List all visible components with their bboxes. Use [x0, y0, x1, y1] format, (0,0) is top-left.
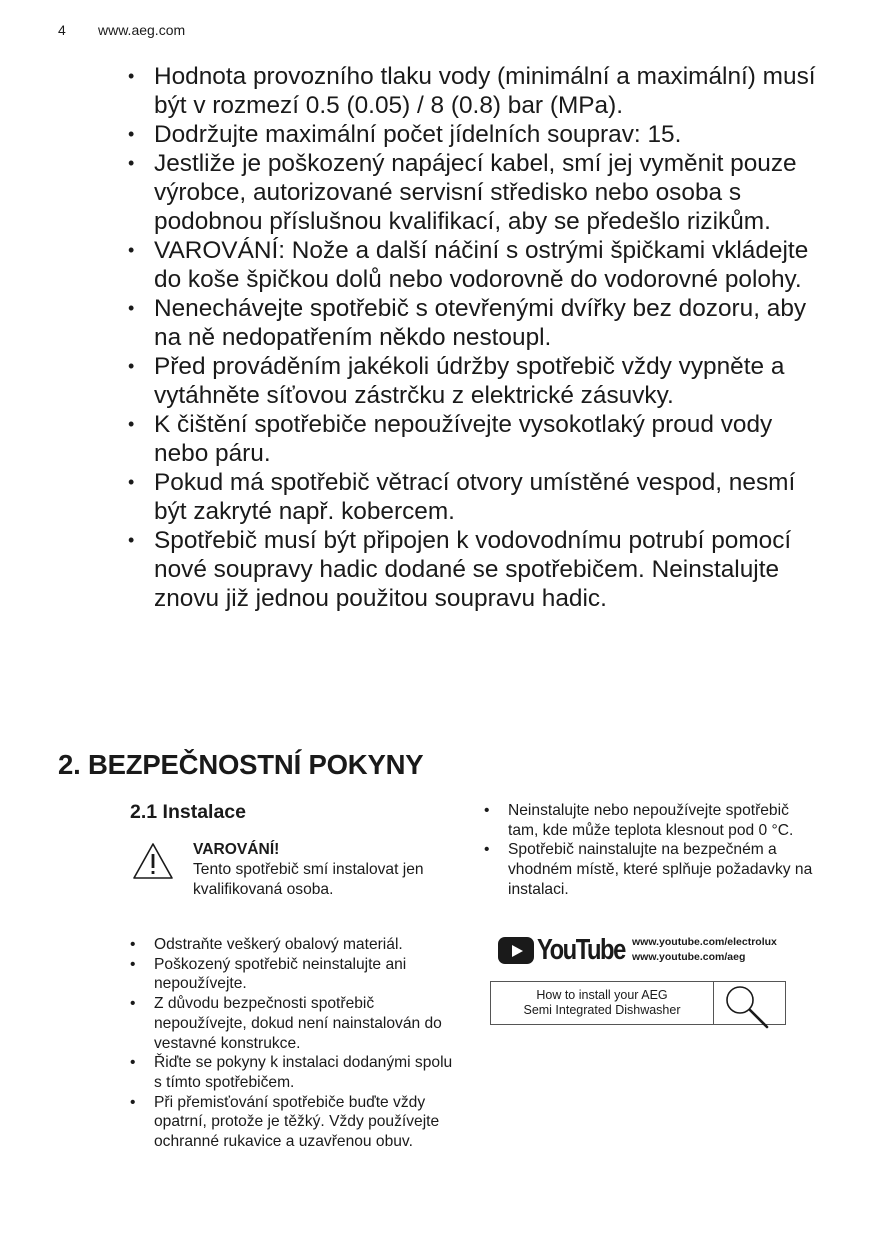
- youtube-link-electrolux[interactable]: www.youtube.com/electrolux: [632, 936, 777, 948]
- warning-title: VAROVÁNÍ!: [193, 841, 280, 858]
- howto-search-box[interactable]: [490, 981, 786, 1025]
- list-item: • Spotřebič nainstalujte na bezpečném a vhodném místě, které splňuje požadavky na instalaci.: [484, 840, 814, 899]
- list-item: • Při přemisťování spotřebiče buďte vždy opatrní, protože je těžký. Vždy používejte ochranné rukavice a uzavřenou obuv.: [130, 1093, 460, 1152]
- magnifier-icon[interactable]: [723, 984, 779, 1036]
- list-item: • Z důvodu bezpečnosti spotřebič nepoužívejte, dokud není nainstalován do vestavné konstrukce.: [130, 994, 460, 1053]
- list-item: • K čištění spotřebiče nepoužívejte vysokotlaký proud vody nebo páru.: [128, 410, 828, 468]
- youtube-logo: [498, 934, 644, 967]
- installation-list-right: [484, 801, 814, 900]
- list-item: • Před prováděním jakékoli údržby spotřebič vždy vypněte a vytáhněte síťovou zástrčku z elektrické zásuvky.: [128, 352, 828, 410]
- list-item: • Dodržujte maximální počet jídelních souprav: 15.: [128, 120, 828, 149]
- page-number: 4: [58, 22, 66, 38]
- list-item: • Poškozený spotřebič neinstalujte ani nepoužívejte.: [130, 955, 460, 994]
- list-item: • Jestliže je poškozený napájecí kabel, smí jej vyměnit pouze výrobce, autorizované servisní středisko nebo osoba s podobnou příslušnou kvalifikací, aby se předešlo rizikům.: [128, 149, 828, 236]
- safety-bullet-list: [128, 62, 828, 613]
- youtube-play-icon: [498, 937, 534, 964]
- list-item: • Hodnota provozního tlaku vody (minimální a maximální) musí být v rozmezí 0.5 (0.05) / 8 (0.8) bar (MPa).: [128, 62, 828, 120]
- youtube-link-aeg[interactable]: www.youtube.com/aeg: [632, 951, 746, 963]
- installation-list-left: [130, 935, 460, 1152]
- howto-label: [491, 988, 713, 1018]
- subsection-heading: 2.1 Instalace: [130, 801, 246, 823]
- youtube-wordmark: YouTube: [537, 934, 625, 966]
- list-item: • VAROVÁNÍ: Nože a další náčiní s ostrými špičkami vkládejte do koše špičkou dolů nebo vodorovně do vodorovné polohy.: [128, 236, 828, 294]
- divider: [713, 982, 714, 1024]
- list-item: • Řiďte se pokyny k instalaci dodanými spolu s tímto spotřebičem.: [130, 1053, 460, 1092]
- warning-box: [130, 840, 470, 900]
- list-item: • Pokud má spotřebič větrací otvory umístěné vespod, nesmí být zakryté např. kobercem.: [128, 468, 828, 526]
- warning-text: Tento spotřebič smí instalovat jen kvalifikovaná osoba.: [193, 861, 424, 898]
- warning-triangle-icon: [132, 842, 174, 880]
- howto-line-2: Semi Integrated Dishwasher: [523, 1003, 681, 1017]
- list-item: • Neinstalujte nebo nepoužívejte spotřebič tam, kde může teplota klesnout pod 0 °C.: [484, 801, 814, 840]
- howto-line-1: How to install your AEG: [536, 988, 668, 1002]
- section-heading: 2. BEZPEČNOSTNÍ POKYNY: [58, 749, 424, 780]
- list-item: • Nenechávejte spotřebič s otevřenými dvířky bez dozoru, aby na ně nedopatřením někdo nestoupl.: [128, 294, 828, 352]
- list-item: • Odstraňte veškerý obalový materiál.: [130, 935, 460, 955]
- list-item: • Spotřebič musí být připojen k vodovodnímu potrubí pomocí nové soupravy hadic dodané se spotřebičem. Neinstalujte znovu již jednou použitou soupravu hadic.: [128, 526, 828, 613]
- youtube-block: [498, 934, 798, 968]
- page-header: [58, 22, 185, 38]
- website-url: www.aeg.com: [98, 22, 186, 38]
